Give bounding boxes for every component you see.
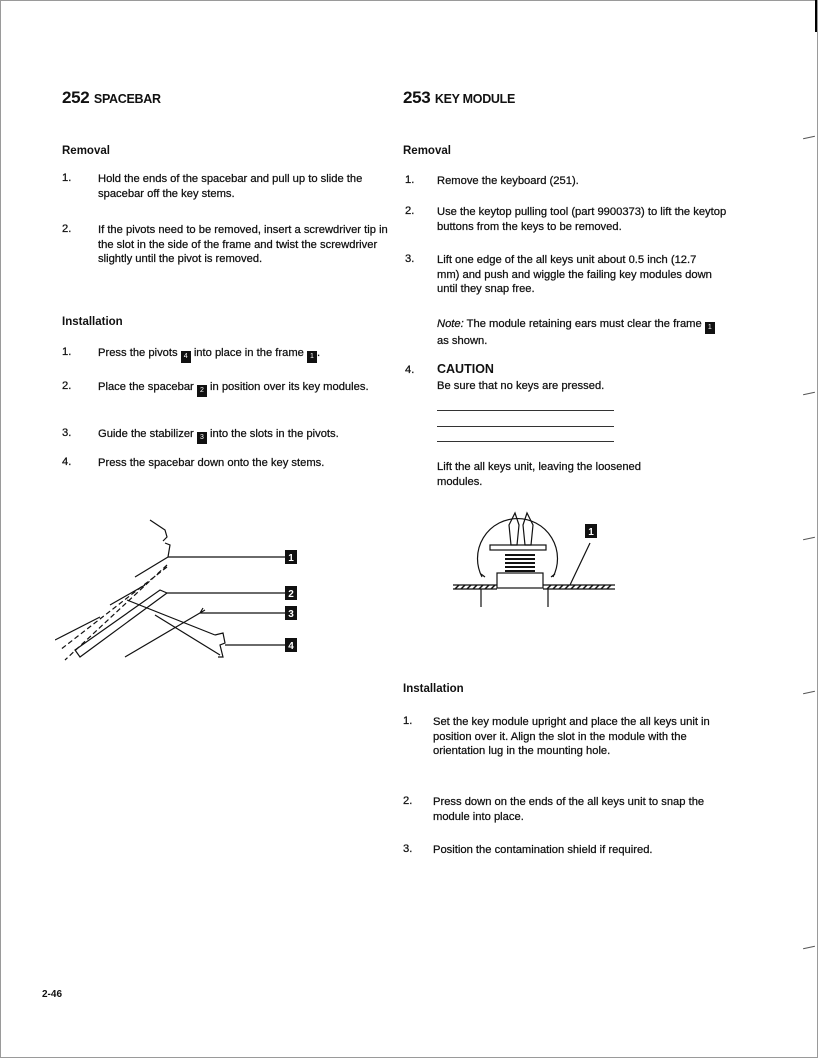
note-label: Note: [437,318,464,330]
note [437,317,717,349]
step-number: 2. [403,795,413,807]
step-number: 4. [405,364,415,376]
step-text: Set the key module upright and place the all keys unit in position over it. Align the slot in the module with the orientation lug in the mounting hole. [433,716,710,758]
frame-edge [150,520,167,541]
caution-title: CAUTION [437,362,494,376]
removal-heading: Removal [403,145,451,157]
step-text: Lift one edge of the all keys unit about 0.5 inch (12.7 mm) and push and wiggle the failing key modules down until they snap free. [437,254,712,296]
pivot-leader-4 [215,633,285,657]
text: Place the spacebar [98,381,194,393]
key-module-figure [445,505,620,610]
pivot-lines [127,600,220,655]
divider [437,410,614,411]
spacebar-assembly-figure [55,505,325,675]
callout-badge: 2 [197,385,207,397]
text: . [317,347,321,359]
installation-heading: Installation [403,683,464,695]
step-text: If the pivots need to be removed, insert a screwdriver tip in the slot in the side of the frame and twist the screwdriver slightly until the pivot is removed. [98,224,388,266]
step-number: 2. [62,380,72,392]
text: Guide the stabilizer [98,428,194,440]
text: Press the pivots [98,347,178,359]
divider [437,426,614,427]
text: The module retaining ears must clear the frame [466,318,702,330]
step-text: Use the keytop pulling tool (part 9900373) to lift the keytop buttons from the keys to be removed. [437,206,727,233]
step-text: Press down on the ends of the all keys unit to snap the module into place. [433,796,705,823]
step-number: 1. [62,172,72,184]
section-heading-252 [62,88,161,108]
step-number: 3. [405,253,415,265]
caution-text: Be sure that no keys are pressed. [437,380,605,392]
removal-heading: Removal [62,145,110,157]
keytop-crossbar [490,545,546,550]
callout-label: 4 [288,641,294,652]
module-base [497,573,543,588]
spacebar [75,590,167,657]
step-number: 1. [403,715,413,727]
step-number: 1. [405,174,415,186]
text: in position over its key modules. [210,381,369,393]
step-text: Hold the ends of the spacebar and pull up to slide the spacebar off the key stems. [98,173,363,200]
text: as shown. [437,335,488,347]
callout-label: 1 [288,553,294,564]
text: into place in the frame [193,347,304,359]
section-title: KEY MODULE [434,92,516,106]
callout-label: 3 [288,609,294,620]
step-text [98,346,388,363]
page-number: 2-46 [42,989,63,1000]
step-number: 3. [403,843,413,855]
step-text: Remove the keyboard (251). [437,175,579,187]
leader-1 [570,543,590,585]
step-number: 2. [405,205,415,217]
callout-badge: 4 [181,351,191,363]
step-text: Press the spacebar down onto the key stems. [98,457,325,469]
guide-lines [481,589,548,607]
section-number: 253 [403,88,431,107]
callout-badge: 3 [197,432,207,444]
step-text: Position the contamination shield if required. [433,844,653,856]
installation-heading: Installation [62,316,123,328]
section-number: 252 [62,88,90,107]
scan-edge-line [815,0,817,32]
spring [505,555,535,571]
step-text: Lift the all keys unit, leaving the loosened modules. [437,461,641,488]
step-text [98,427,398,444]
step-number: 4. [62,456,72,468]
key-slots [60,565,167,660]
step-number: 1. [62,346,72,358]
callout-badge: 1 [307,351,317,363]
divider [437,441,614,442]
keystem [509,513,533,545]
section-heading-253 [403,88,515,108]
callout-label: 1 [588,527,594,538]
step-text [98,380,378,397]
frame-top [55,543,170,640]
stabilizer [125,608,285,657]
callout-label: 2 [288,589,294,600]
section-title: SPACEBAR [93,92,161,106]
text: into the slots in the pivots. [210,428,339,440]
callout-badge: 1 [705,322,715,334]
step-number: 2. [62,223,72,235]
ears [481,574,555,577]
step-number: 3. [62,427,72,439]
